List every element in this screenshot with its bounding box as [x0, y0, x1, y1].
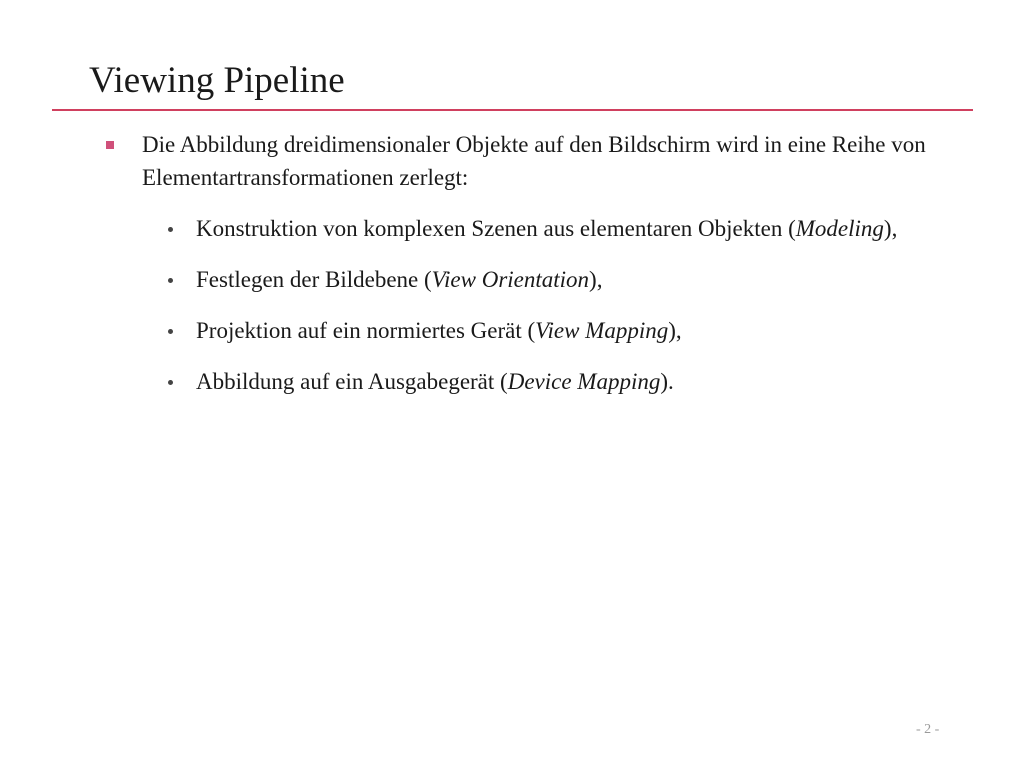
dot-bullet-icon: [168, 329, 173, 334]
sub-bullet-item: [164, 213, 944, 245]
sub-bullet-suffix: ),: [589, 267, 603, 292]
sub-bullet-item: [164, 366, 944, 398]
sub-bullet-term: View Orientation: [431, 267, 590, 292]
slide-title: Viewing Pipeline: [89, 60, 345, 101]
sub-bullet-suffix: ),: [668, 318, 682, 343]
sub-bullet-term: View Mapping: [535, 318, 669, 343]
sub-bullet-text: Konstruktion von komplexen Szenen aus elementaren Objekten (: [196, 216, 796, 241]
sub-bullet-text: Festlegen der Bildebene (: [196, 267, 432, 292]
dot-bullet-icon: [168, 278, 173, 283]
sub-bullet-list: [164, 213, 944, 417]
dot-bullet-icon: [168, 227, 173, 232]
main-bullet-text: Die Abbildung dreidimensionaler Objekte auf den Bildschirm wird in eine Reihe von Elementartransformationen zerlegt:: [142, 132, 926, 190]
dot-bullet-icon: [168, 380, 173, 385]
sub-bullet-term: Device Mapping: [507, 369, 661, 394]
sub-bullet-suffix: ).: [660, 369, 674, 394]
sub-bullet-item: [164, 315, 944, 347]
page-number: - 2 -: [916, 722, 940, 737]
title-divider: [52, 109, 973, 111]
sub-bullet-suffix: ),: [883, 216, 898, 241]
sub-bullet-text: Abbildung auf ein Ausgabegerät (: [196, 369, 508, 394]
sub-bullet-term: Modeling: [795, 216, 884, 241]
sub-bullet-text: Projektion auf ein normiertes Gerät (: [196, 318, 536, 343]
square-bullet-icon: [106, 141, 114, 149]
sub-bullet-item: [164, 264, 944, 296]
